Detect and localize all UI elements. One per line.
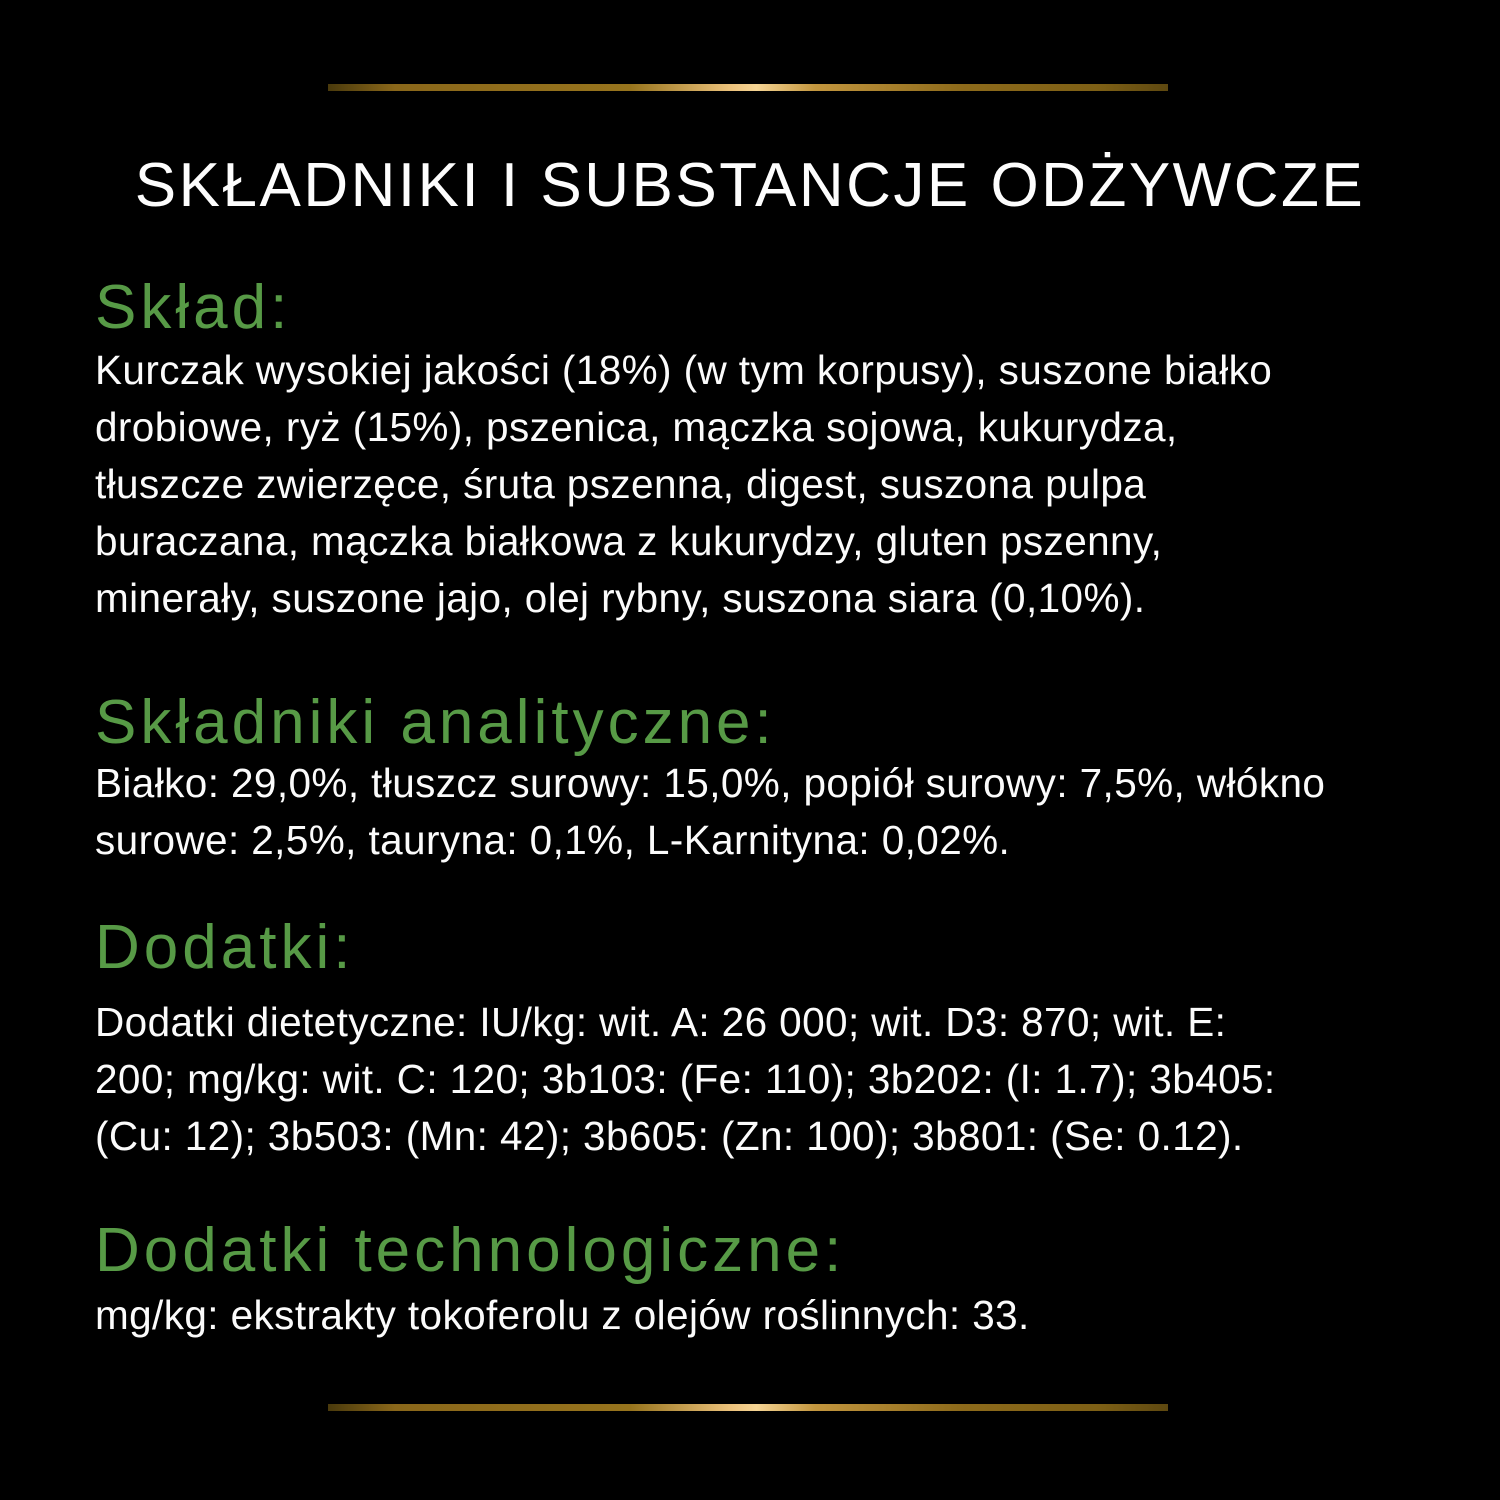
ingredients-line: Kurczak wysokiej jakości (18%) (w tym korpusy), suszone białko: [95, 347, 1273, 393]
ingredients-line: minerały, suszone jajo, olej rybny, suszona siara (0,10%).: [95, 575, 1146, 621]
ingredients-line: tłuszcze zwierzęce, śruta pszenna, digest, suszona pulpa: [95, 461, 1147, 507]
ingredients-line: drobiowe, ryż (15%), pszenica, mączka sojowa, kukurydza,: [95, 404, 1178, 450]
gold-divider-bottom: [328, 1404, 1168, 1411]
technological-additives-paragraph: [95, 1287, 1425, 1344]
additives-line: Dodatki dietetyczne: IU/kg: wit. A: 26 000; wit. D3: 870; wit. E:: [95, 999, 1227, 1045]
section-heading-technological-additives: Dodatki technologiczne:: [95, 1216, 846, 1285]
ingredients-paragraph: [95, 342, 1425, 627]
analytical-constituents-line: Białko: 29,0%, tłuszcz surowy: 15,0%, popiół surowy: 7,5%, włókno: [95, 760, 1326, 806]
additives-line: (Cu: 12); 3b503: (Mn: 42); 3b605: (Zn: 100); 3b801: (Se: 0.12).: [95, 1113, 1244, 1159]
additives-paragraph: [95, 994, 1425, 1165]
page-title: SKŁADNIKI I SUBSTANCJE ODŻYWCZE: [134, 151, 1366, 220]
gold-divider-top: [328, 84, 1168, 91]
additives-line: 200; mg/kg: wit. C: 120; 3b103: (Fe: 110); 3b202: (I: 1.7); 3b405:: [95, 1056, 1276, 1102]
analytical-constituents-line: surowe: 2,5%, tauryna: 0,1%, L-Karnityna: 0,02%.: [95, 817, 1011, 863]
section-heading-analytical-constituents: Składniki analityczne:: [95, 688, 776, 757]
technological-additives-line: mg/kg: ekstrakty tokoferolu z olejów roślinnych: 33.: [95, 1292, 1030, 1338]
analytical-constituents-paragraph: [95, 755, 1425, 869]
ingredients-line: buraczana, mączka białkowa z kukurydzy, gluten pszenny,: [95, 518, 1163, 564]
section-heading-additives: Dodatki:: [95, 913, 355, 982]
section-heading-sklad: Skład:: [95, 273, 292, 342]
